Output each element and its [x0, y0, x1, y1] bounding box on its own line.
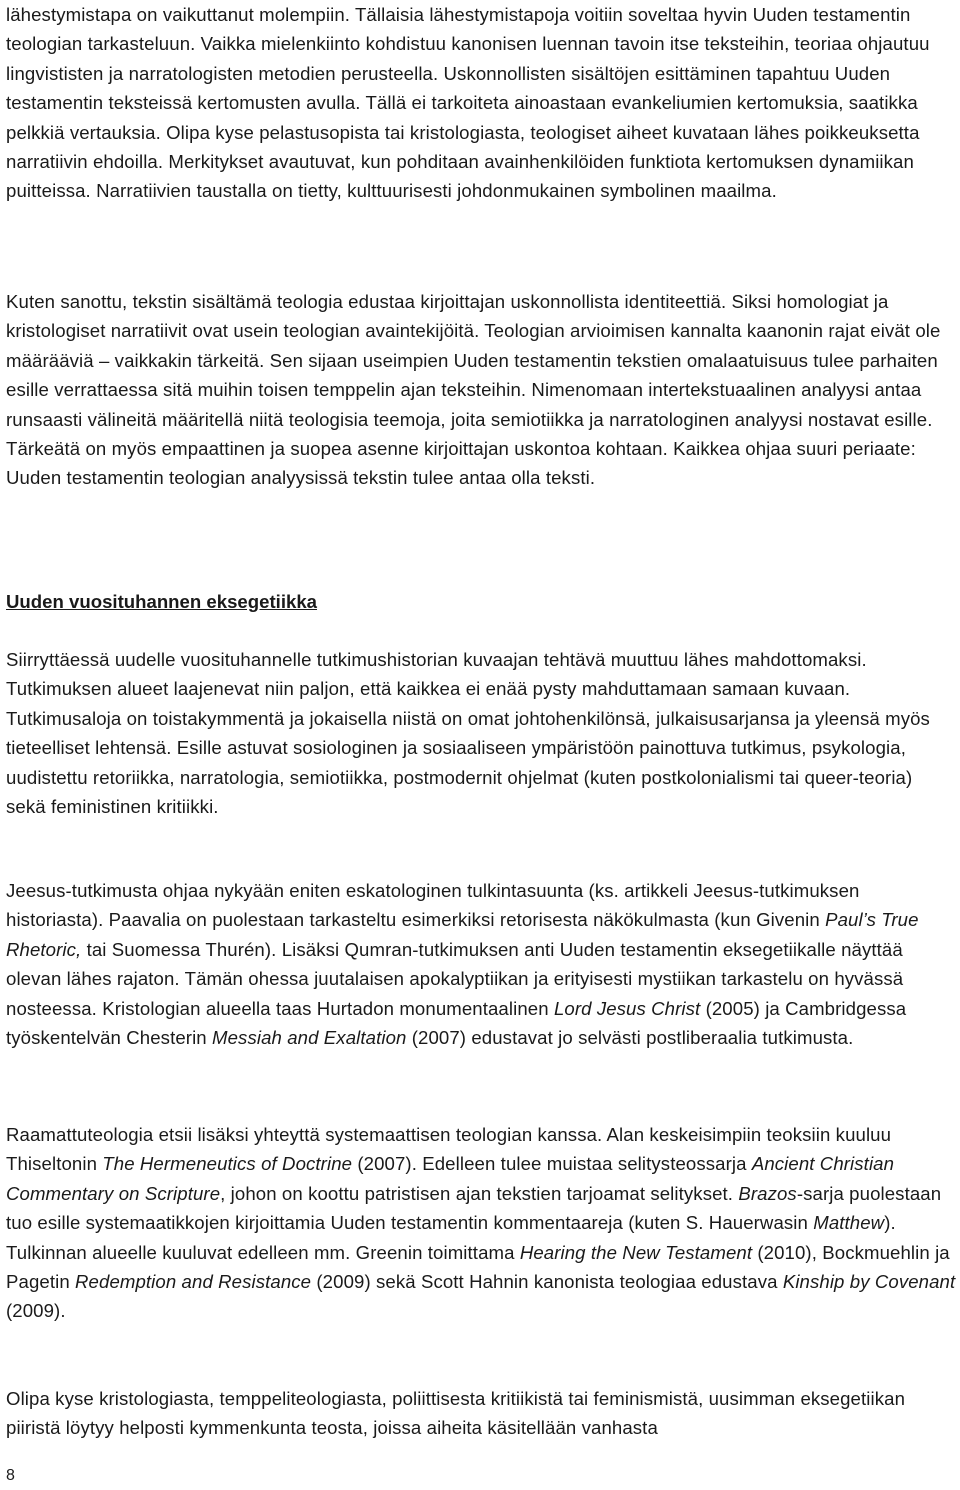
paragraph-6	[6, 1384, 956, 1443]
book-title-hearing-the-new-testament: Hearing the New Testament	[519, 1241, 753, 1263]
paragraph-5-text-e: ). Tulkinnan alueelle kuuluvat edelleen mm. Greenin toimittama	[6, 1212, 896, 1263]
series-title-brazos: Brazos	[738, 1182, 797, 1204]
book-title-pauls-true-rhetoric: Paul’s True Rhetoric,	[6, 909, 919, 960]
book-title-kinship-by-covenant: Kinship by Covenant	[782, 1271, 956, 1293]
paragraph-4-text-b: tai Suomessa Thurén). Lisäksi Qumran-tutkimuksen anti Uuden testamentin eksegetiikalle näyttää olevan lähes rajaton. Tämän ohessa juutalaisen apokalyptiikan ja erityisesti mystiikan tarkastelu on hyvässä nosteessa. Kristologian alueella taas Hurtadon monumentaalinen	[6, 938, 904, 1019]
paragraph-3-text: Siirryttäessä uudelle vuosituhannelle tutkimushistorian kuvaajan tehtävä muuttuu lähes mahdottomaksi. Tutkimuksen alueet laajenevat niin paljon, että kaikkea ei enää pysty mahduttamaan samaan kuvaan. Tutkimusaloja on toistakymmentä ja jokaisella niistä on omat johtohenkilönsä, julkaisusarjansa ja yleensä myös tieteelliset lehtensä. Esille astuvat sosiologinen ja sosiaaliseen ympäristöön painottuva tutkimus, psykologia, uudistettu retoriikka, narratologia, semiotiikka, postmodernit ohjelmat (kuten postkolonialismi tai queer-teoria) sekä feministinen kritiikki.	[6, 649, 930, 818]
page-number: 8	[6, 1467, 15, 1484]
paragraph-5-text-h: (2009).	[6, 1300, 66, 1322]
series-title-ancient-christian-commentary: Ancient Christian Commentary on Scripture	[6, 1153, 895, 1204]
book-title-messiah-and-exaltation: Messiah and Exaltation	[212, 1027, 407, 1049]
paragraph-4	[6, 876, 956, 1052]
book-title-redemption-and-resistance: Redemption and Resistance	[75, 1271, 312, 1293]
paragraph-1-text: lähestymistapa on vaikuttanut molempiin. Tällaisia lähestymistapoja voitiin soveltaa hyvin Uuden testamentin teologian tarkasteluun. Vaikka mielenkiinto kohdistuu kanonisen luennan tavoin itse teksteihin, teoriaa ohjautuu lingvististen ja narratologisten metodien perusteella. Uskonnollisten sisältöjen esittäminen tapahtuu Uuden testamentin teksteissä kertomusten avulla. Tällä ei tarkoiteta ainoastaan evankeliumien kertomuksia, saatikka pelkkiä vertauksia. Olipa kyse pelastusopista tai kristologiasta, teologiset aiheet kuvataan lähes poikkeuksetta narratiivin ehdoilla. Merkitykset avautuvat, kun pohditaan avainhenkilöiden funktiota kertomuksen dynamiikan puitteissa. Narratiivien taustalla on tietty, kulttuurisesti johdonmukainen symbolinen maailma.	[6, 4, 930, 202]
paragraph-5-text-b: (2007). Edelleen tulee muistaa selitysteossarja	[352, 1153, 752, 1175]
paragraph-4-text-c: (2005) ja Cambridgessa työskentelvän Chesterin	[6, 997, 907, 1049]
paragraph-2	[6, 287, 956, 493]
paragraph-4-text-a: Jeesus-tutkimusta ohjaa nykyään eniten eskatologinen tulkintasuunta (ks. artikkeli Jeesus-tutkimuksen historiasta). Paavalia on puolestaan tarkasteltu esimerkiksi retorisesta näkökulmasta (kun Givenin	[6, 880, 860, 931]
book-title-hermeneutics-of-doctrine: The Hermeneutics of Doctrine	[102, 1153, 353, 1175]
paragraph-5-text-d: -sarja puolestaan tuo esille systemaatikkojen kirjoittamia Uuden testamentin kommentaareja (kuten S. Hauerwasin	[6, 1182, 942, 1234]
book-title-matthew: Matthew	[813, 1212, 885, 1234]
paragraph-5-text-c: , johon on koottu patristisen ajan tekstien tarjoamat selitykset.	[220, 1182, 739, 1204]
paragraph-2-text: Kuten sanottu, tekstin sisältämä teologia edustaa kirjoittajan uskonnollista identiteettiä. Siksi homologiat ja kristologiset narratiivit ovat usein teologian avaintekijöitä. Teologian arvioimisen kannalta kaanonin rajat eivät ole määrääviä – vaikkakin tärkeitä. Sen sijaan useimpien Uuden testamentin tekstien omalaatuisuus tulee parhaiten esille verrattaessa sitä muihin toisen temppelin ajan teksteihin. Nimenomaan intertekstuaalinen analyysi antaa runsaasti välineitä määritellä niitä teologisia teemoja, joita semiotiikka ja narratologinen analyysi nostavat esille. Tärkeätä on myös empaattinen ja suopea asenne kirjoittajan uskontoa kohtaan. Kaikkea ohjaa suuri periaate: Uuden testamentin teologian analyysissä tekstin tulee antaa olla teksti.	[6, 291, 941, 489]
book-title-lord-jesus-christ: Lord Jesus Christ	[553, 997, 701, 1019]
paragraph-4-text-d: (2007) edustavat jo selvästi postliberaalia tutkimusta.	[406, 1027, 854, 1049]
paragraph-3	[6, 645, 956, 821]
paragraph-5-text-a: Raamattuteologia etsii lisäksi yhteyttä systemaattisen teologian kanssa. Alan keskeisimpiin teoksiin kuuluu Thiseltonin	[6, 1124, 892, 1175]
paragraph-6-text: Olipa kyse kristologiasta, temppeliteologiasta, poliittisesta kritiikistä tai feminismistä, uusimman eksegetiikan piiristä löytyy helposti kymmenkunta teosta, joissa aiheita käsitellään vanhasta	[6, 1388, 906, 1439]
paragraph-5-text-f: (2010), Bockmuehlin ja Pagetin	[6, 1241, 950, 1293]
paragraph-5-text-g: (2009) sekä Scott Hahnin kanonista teologiaa edustava	[311, 1271, 783, 1293]
section-heading: Uuden vuosituhannen eksegetiikka	[6, 591, 318, 612]
paragraph-1	[6, 0, 956, 206]
paragraph-5	[6, 1120, 956, 1326]
